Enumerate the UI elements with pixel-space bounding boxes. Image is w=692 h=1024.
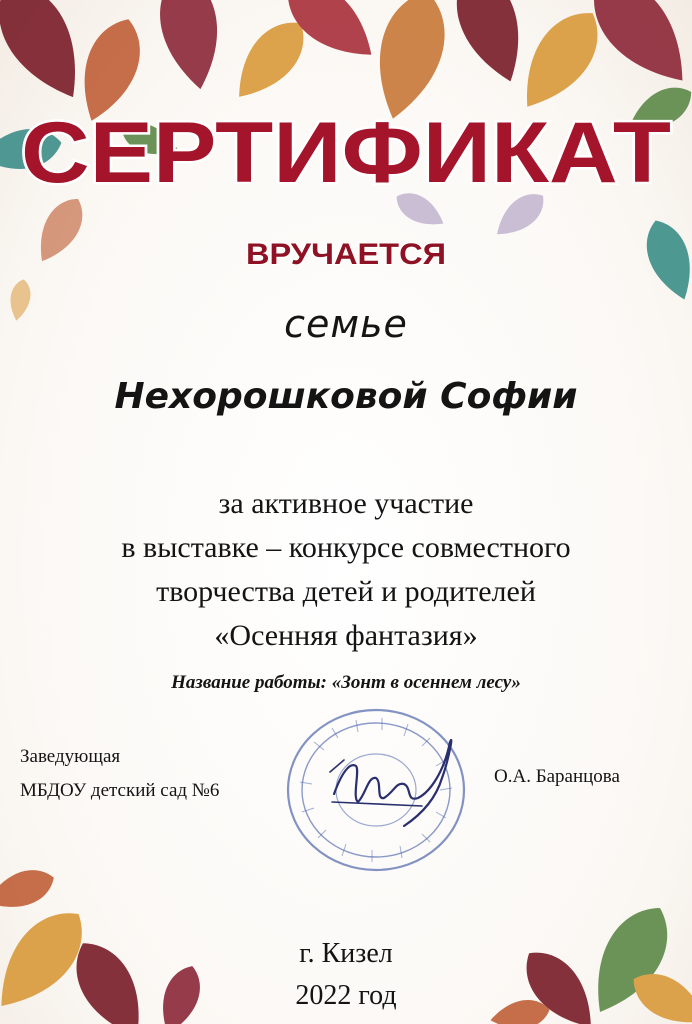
certificate-subtitle bbox=[0, 230, 692, 274]
city-line: г. Кизел bbox=[299, 938, 393, 969]
official-stamp-seal bbox=[272, 702, 472, 872]
signature-scribble bbox=[334, 740, 451, 826]
recipient-intro: семье bbox=[284, 302, 408, 346]
reason-line: за активное участие bbox=[218, 487, 474, 520]
signer-position-line: МБДОУ детский сад №6 bbox=[20, 780, 220, 801]
contest-name: «Осенняя фантазия» bbox=[214, 619, 478, 652]
certificate-title-text: СЕРТИФИКАТ bbox=[21, 105, 671, 201]
work-title: Название работы: «Зонт в осеннем лесу» bbox=[171, 672, 521, 693]
signer-position-line: Заведующая bbox=[20, 746, 121, 767]
year-line: 2022 год bbox=[295, 980, 397, 1011]
reason-line: творчества детей и родителей bbox=[156, 575, 536, 608]
signer-name: О.А. Баранцова bbox=[494, 766, 620, 787]
recipient-name: Нехорошковой Софии bbox=[114, 376, 578, 417]
reason-line: в выставке – конкурсе совместного bbox=[121, 531, 571, 564]
certificate-subtitle-text: ВРУЧАЕТСЯ bbox=[246, 238, 446, 271]
certificate-title bbox=[0, 98, 692, 208]
